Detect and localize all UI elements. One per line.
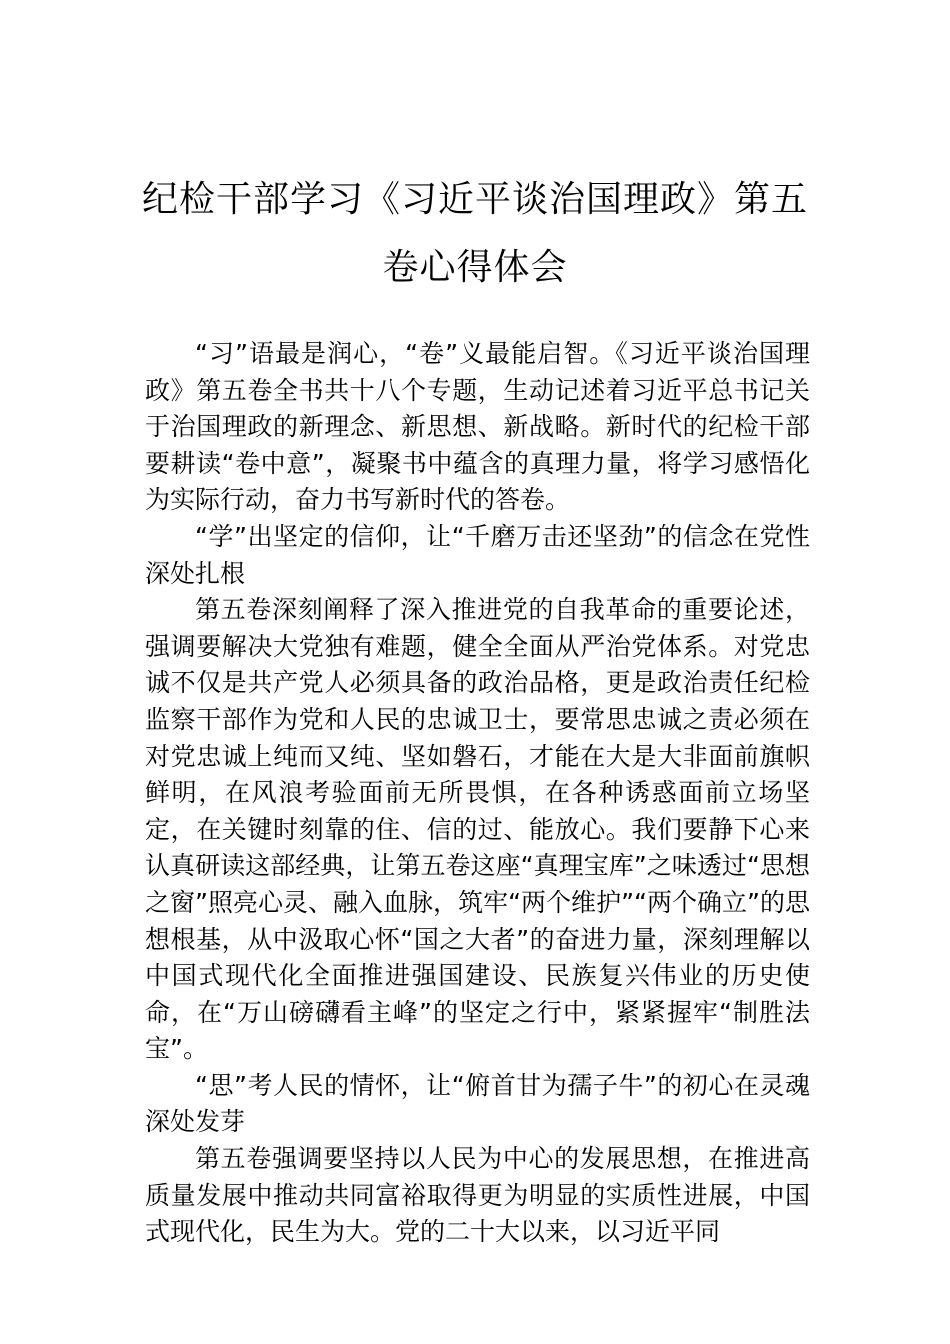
paragraph-intro: “习”语最是润心，“卷”义最能启智。《习近平谈治国理政》第五卷全书共十八个专题，生动记述着习近平总书记关于治国理政的新理念、新思想、新战略。新时代的纪检干部要耕读“卷中意”，凝聚书中蕴含的真理力量，将学习感悟化为实际行动，奋力书写新时代的答卷。 [145, 339, 810, 515]
paragraph-study: 第五卷深刻阐释了深入推进党的自我革命的重要论述，强调要解决大党独有难题，健全全面从严治党体系。对党忠诚不仅是共产党人必须具备的政治品格，更是政治责任纪检监察干部作为党和人民的忠诚卫士，要常思忠诚之责必须在对党忠诚上纯而又纯、坚如磐石，才能在大是大非面前旗帜鲜明，在风浪考验面前无所畏惧，在各种诱惑面前立场坚定，在关键时刻靠的住、信的过、能放心。我们要静下心来认真研读这部经典，让第五卷这座“真理宝库”之味透过“思想之窗”照亮心灵、融入血脉，筑牢“两个维护”“两个确立”的思想根基，从中汲取心怀“国之大者”的奋进力量，深刻理解以中国式现代化全面推进强国建设、民族复兴伟业的历史使命，在“万山磅礴看主峰”的坚定之行中，紧紧握牢“制胜法宝”。 [145, 595, 810, 1064]
paragraph-think: 第五卷强调要坚持以人民为中心的发展思想，在推进高质量发展中推动共同富裕取得更为明显的实质性进展，中国式现代化，民生为大。党的二十大以来，以习近平同 [145, 1144, 810, 1247]
document-title-line1: 纪检干部学习《习近平谈治国理政》第五 [141, 179, 808, 220]
document-body [145, 336, 810, 1251]
section-heading-think: “思”考人民的情怀，让“俯首甘为孺子牛”的初心在灵魂深处发芽 [145, 1070, 810, 1137]
document-title-line2: 卷心得体会 [382, 247, 568, 288]
section-heading-study: “学”出坚定的信仰，让“千磨万击还坚劲”的信念在党性深处扎根 [145, 521, 810, 588]
